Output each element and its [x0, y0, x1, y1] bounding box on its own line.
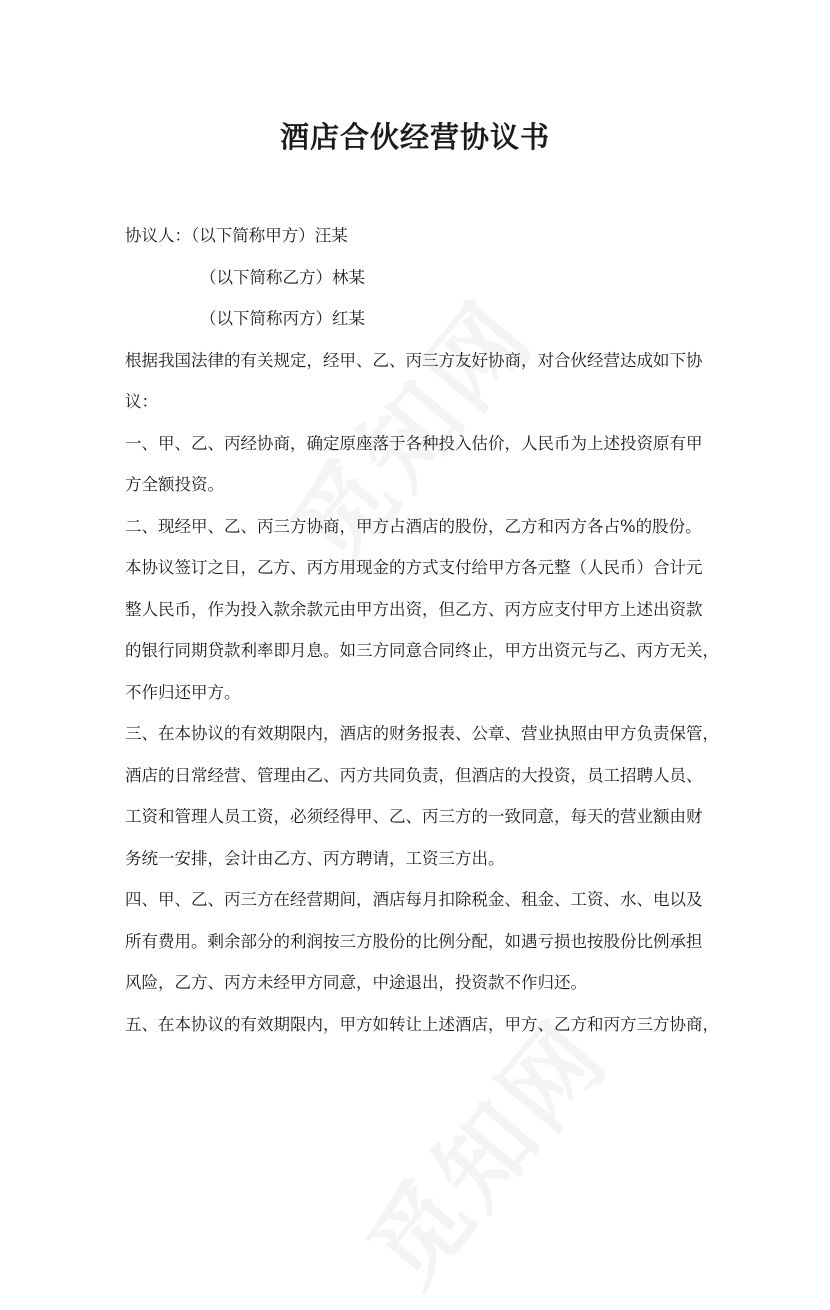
parties-block: [125, 215, 710, 340]
clause-3: [125, 713, 719, 879]
text-line: 五、在本协议的有效期限内，甲方如转让上述酒店，甲方、乙方和丙方三方协商，: [125, 1014, 719, 1034]
text-line: 本协议签订之日，乙方、丙方用现金的方式支付给甲方各元整（人民币）合计元: [125, 558, 703, 577]
text-line: 二、现经甲、乙、丙三方协商，甲方占酒店的股份，乙方和丙方各占%的股份。: [125, 516, 702, 536]
text-line: 整人民币，作为投入款余款元由甲方出资，但乙方、丙方应支付甲方上述出资款: [125, 599, 703, 619]
text-line: 务统一安排，会计由乙方、丙方聘请，工资三方出。: [125, 848, 505, 868]
text-line: 不作归还甲方。: [125, 682, 241, 702]
party-line-a: 协议人：（以下简称甲方）汪某: [125, 226, 348, 245]
clause-2: [125, 506, 719, 714]
text-line: 根据我国法律的有关规定，经甲、乙、丙三方友好协商，对合伙经营达成如下协: [125, 350, 703, 370]
text-line: 一、甲、乙、丙经协商，确定原座落于各种投入估价，人民币为上述投资原有甲: [125, 433, 703, 453]
clause-1: [125, 423, 710, 506]
document-body: [125, 215, 719, 1045]
clause-4: [125, 879, 710, 1004]
intro-paragraph: [125, 340, 710, 423]
clause-5: [125, 1004, 719, 1046]
text-line: 三、在本协议的有效期限内，酒店的财务报表、公章、营业执照由甲方负责保管，: [125, 724, 719, 743]
text-line: 酒店的日常经营、管理由乙、丙方共同负责，但酒店的大投资，员工招聘人员、: [125, 765, 703, 785]
party-line-b: （以下简称乙方）林某: [200, 267, 365, 287]
text-line: 所有费用。剩余部分的利润按三方股份的比例分配，如遇亏损也按股份比例承担: [125, 931, 703, 951]
party-line-c: （以下简称丙方）红某: [200, 309, 365, 328]
text-line: 风险，乙方、丙方未经甲方同意，中途退出，投资款不作归还。: [125, 973, 587, 992]
text-line: 四、甲、乙、丙三方在经营期间，酒店每月扣除税金、租金、工资、水、电以及: [125, 890, 703, 909]
text-line: 的银行同期贷款利率即月息。如三方同意合同终止，甲方出资元与乙、丙方无关，: [125, 641, 719, 660]
text-line: 工资和管理人员工资，必须经得甲、乙、丙三方的一致同意，每天的营业额由财: [125, 807, 703, 826]
text-line: 议：: [125, 392, 158, 411]
document-title: 酒店合伙经营协议书: [279, 120, 550, 154]
text-line: 方全额投资。: [125, 475, 224, 494]
